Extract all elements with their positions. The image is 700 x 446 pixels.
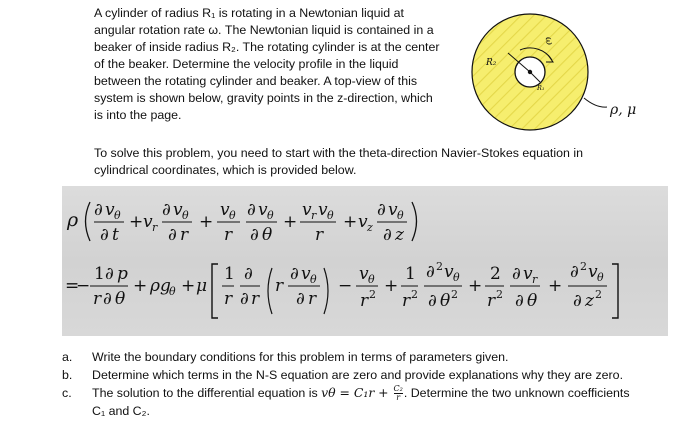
svg-text:r: r [532,273,538,286]
svg-text:θ: θ [397,209,404,222]
svg-text:∂: ∂ [426,262,435,282]
plus-sign: + [468,276,483,296]
intro-line: between the rotating cylinder and beaker. A top-view of this [94,74,418,88]
question-text: C₁ and C₂. [92,404,150,419]
question-text: Determine which terms in the N-S equation are zero and provide explanations why they are zero. [92,368,624,382]
equals-sign: = [65,276,80,296]
svg-text:θ: θ [527,291,538,311]
label-r2: R₂ [486,58,497,68]
svg-text:∂: ∂ [105,264,114,284]
svg-text:2: 2 [595,288,602,301]
plus-sign: + [548,276,563,296]
minus-sign: − [76,276,91,296]
intro-line: of the beaker. Determine the velocity profile in the liquid [94,57,399,71]
svg-text:v: v [301,264,311,284]
svg-text:1: 1 [224,264,235,284]
question-label: a. [62,350,73,364]
svg-text:r: r [180,225,189,245]
svg-text:θ: θ [114,209,121,222]
fluid-pointer [584,98,607,107]
svg-text:p: p [117,264,128,284]
svg-text:2: 2 [490,264,501,284]
eq-right-bracket [612,264,618,318]
eq-vz-sub: z [367,221,373,234]
svg-text:v: v [258,200,268,220]
navier-stokes-equation [62,186,668,336]
svg-text:r: r [251,289,260,309]
question-item [62,348,682,366]
plus-sign: + [343,212,358,232]
plus-sign: + [133,276,148,296]
question-item [62,384,682,402]
label-fluid-props: ρ, μ [610,102,637,118]
solution-formula: vθ = C₁r + [321,385,393,400]
svg-text:v: v [105,200,115,220]
svg-text:t: t [112,225,119,245]
svg-text:v: v [523,264,533,284]
svg-text:θ: θ [597,271,604,284]
svg-text:v: v [388,200,398,220]
svg-text:∂: ∂ [240,289,249,309]
svg-text:∂: ∂ [94,200,103,220]
eq-vr-sub: r [152,221,158,234]
question-item-continuation [62,402,682,420]
eq-rho-gravity: ρ [150,276,160,296]
svg-text:r: r [402,291,411,311]
svg-text:∂: ∂ [247,200,256,220]
plus-sign: + [199,212,214,232]
svg-text:θ: θ [440,291,451,311]
svg-text:∂: ∂ [244,264,253,284]
svg-text:r: r [308,289,317,309]
problem-statement [94,5,462,124]
term-z-second-derivative [568,260,607,311]
svg-text:2: 2 [411,288,418,301]
question-item [62,366,682,384]
svg-text:∂: ∂ [512,264,521,284]
plus-sign: + [283,212,298,232]
svg-text:2: 2 [436,260,443,273]
term-dvtheta-dr [162,200,192,245]
label-omega: ω [542,36,555,46]
svg-text:z: z [585,291,594,311]
svg-text:r: r [224,225,233,245]
svg-text:2: 2 [369,288,376,301]
term-vr-theta-derivative [485,264,540,311]
svg-text:r: r [360,291,369,311]
svg-text:∂: ∂ [100,225,109,245]
svg-text:θ: θ [310,273,317,286]
term-vtheta-over-r2 [356,264,378,311]
intro-line: angular rotation rate ω. The Newtonian liquid is contained in a [94,23,434,37]
question-c-pre: The solution to the differential equation is [92,386,322,400]
term-vr-vtheta-over-r [300,200,336,245]
question-label: c. [62,386,72,400]
term-radial-viscous [222,264,328,314]
svg-text:θ: θ [327,209,334,222]
svg-text:v: v [173,200,183,220]
eq-g-sub: θ [169,285,176,298]
term-convective-theta [217,200,277,245]
svg-text:θ: θ [453,271,460,284]
svg-text:1: 1 [405,264,416,284]
svg-text:∂: ∂ [377,200,386,220]
intro-line: A cylinder of radius R₁ is rotating in a Newtonian liquid at [94,6,404,20]
term-dvtheta-dz [377,200,407,245]
svg-text:2: 2 [580,260,587,273]
eq-left-paren [86,202,91,241]
question-label: b. [62,368,73,382]
svg-text:∂: ∂ [573,291,582,311]
question-text: Write the boundary conditions for this problem in terms of parameters given. [92,350,509,364]
svg-text:r: r [315,225,324,245]
eq-right-paren [412,202,417,241]
svg-text:z: z [395,225,404,245]
svg-text:v: v [444,262,454,282]
question-list [62,348,682,420]
svg-text:∂: ∂ [383,225,392,245]
fraction-numerator: C₂ [393,384,403,394]
term-dvtheta-dt [94,200,124,245]
svg-text:θ: θ [368,273,375,286]
eq-g: g [160,276,171,296]
eq-rho: ρ [67,209,79,231]
svg-text:θ: θ [115,289,126,309]
svg-text:v: v [359,264,369,284]
eq-vr: v [143,212,153,232]
svg-text:∂: ∂ [250,225,259,245]
svg-text:v: v [220,200,230,220]
svg-text:v: v [318,200,328,220]
plus-sign: + [384,276,399,296]
svg-text:∂: ∂ [515,291,524,311]
eq-vz: v [358,212,368,232]
svg-text:∂: ∂ [290,264,299,284]
term-pressure-gradient [90,264,128,309]
term-theta-second-derivative [401,260,462,311]
solve-line: To solve this problem, you need to start with the theta-direction Navier-Stokes equation in [94,146,583,160]
question-text [92,384,682,402]
svg-text:∂: ∂ [103,289,112,309]
svg-text:r: r [224,289,233,309]
cylinder-diagram [462,10,692,135]
svg-text:2: 2 [451,288,458,301]
svg-text:∂: ∂ [296,289,305,309]
svg-text:θ: θ [182,209,189,222]
question-c-post: . Determine the two unknown coefficients [403,386,630,400]
plus-sign: + [129,212,144,232]
svg-text:v: v [588,262,598,282]
svg-text:r: r [93,289,102,309]
svg-text:2: 2 [496,288,503,301]
label-r1: R₁ [537,84,545,92]
svg-text:∂: ∂ [570,262,579,282]
svg-text:∂: ∂ [428,291,437,311]
intro-line: system is shown below, gravity points in the z-direction, which [94,91,433,105]
intro-line: is into the page. [94,108,182,122]
solve-instructions [94,145,654,179]
svg-text:r: r [311,209,317,222]
svg-text:v: v [302,200,312,220]
svg-text:∂: ∂ [162,200,171,220]
svg-text:r: r [487,291,496,311]
minus-sign: − [338,276,353,296]
eq-left-bracket [212,264,218,318]
svg-text:θ: θ [262,225,273,245]
solve-line: cylindrical coordinates, which is provided below. [94,163,357,177]
svg-text:1: 1 [94,264,105,284]
svg-text:r: r [275,276,284,296]
eq-mu: μ [196,276,208,296]
plus-sign: + [181,276,196,296]
svg-text:∂: ∂ [168,225,177,245]
fraction-denominator: r [396,393,401,403]
solution-fraction [394,385,403,402]
svg-text:θ: θ [229,209,236,222]
svg-text:θ: θ [267,209,274,222]
intro-line: beaker of inside radius R₂. The rotating cylinder is at the center [94,40,440,54]
